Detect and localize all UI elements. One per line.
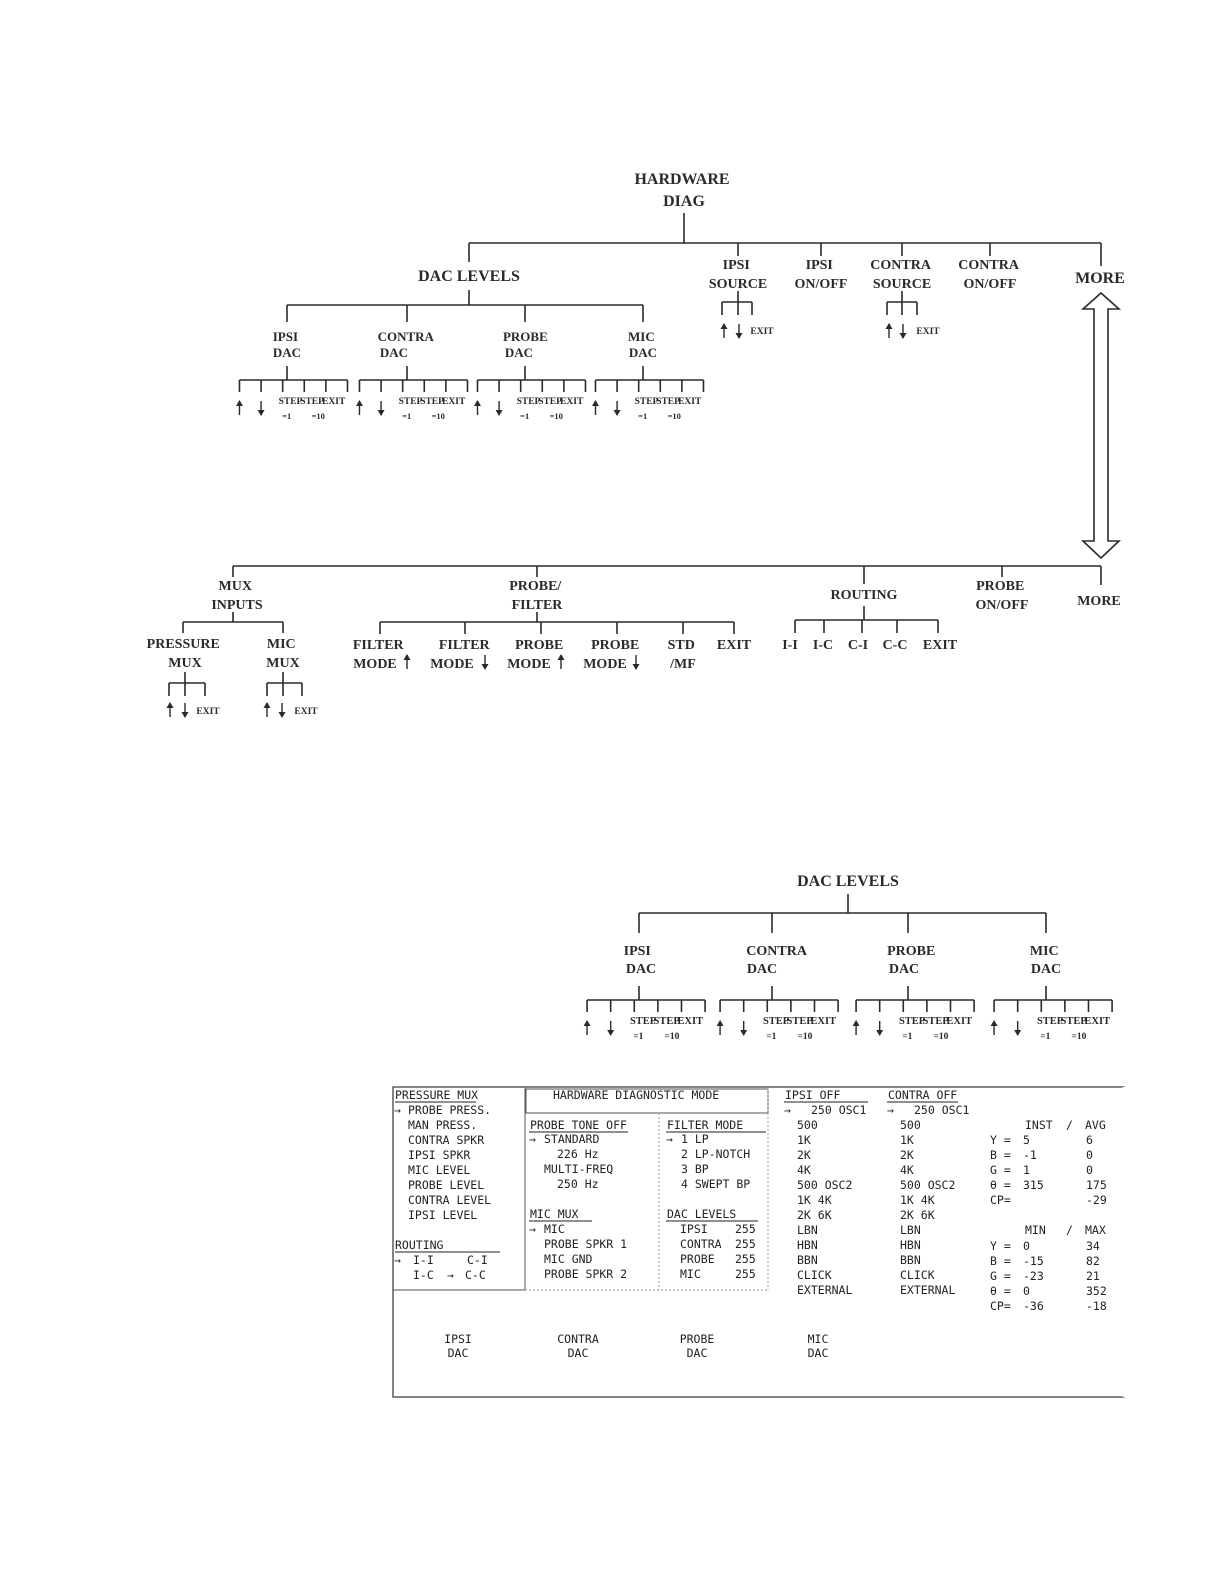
screen-dac-row-label: IPSI xyxy=(680,1222,708,1236)
screen-stats-max: MAX xyxy=(1085,1223,1106,1237)
screen-dac-row-value: 255 xyxy=(735,1252,756,1266)
step-value: =1 xyxy=(282,411,292,421)
screen-stat-value: 315 xyxy=(1023,1178,1044,1192)
step-label: EXIT xyxy=(946,1016,973,1027)
step-label: STEP xyxy=(898,1016,926,1027)
screen-source-item: HBN xyxy=(797,1238,818,1252)
step-label: STEP xyxy=(516,397,541,407)
dac-step-group xyxy=(236,366,348,421)
step-value: =10 xyxy=(667,411,681,421)
up-arrow-icon xyxy=(558,654,565,669)
screen-selected-arrow-icon: → xyxy=(394,1253,401,1267)
screen-softkey-sub: DAC xyxy=(686,1346,708,1360)
screen-stat-value-2: -29 xyxy=(1086,1193,1107,1207)
node-dac-levels-2: DAC LEVELS xyxy=(797,873,899,890)
screen-filter-mode-title: FILTER MODE xyxy=(667,1118,744,1132)
screen-source-item: 4K xyxy=(900,1163,914,1177)
screen-softkey-sub: DAC xyxy=(567,1346,589,1360)
down-arrow-icon xyxy=(607,1021,614,1036)
tree-hardware-diag xyxy=(236,171,1125,558)
screen-source-item: HBN xyxy=(900,1238,921,1252)
screen-pressure-mux-title: PRESSURE MUX xyxy=(395,1088,479,1102)
mic-mux-controls xyxy=(264,672,319,718)
screen-stat-label: Y = xyxy=(990,1133,1011,1147)
screen-softkey-label: IPSI xyxy=(444,1332,472,1346)
screen-source-item: BBN xyxy=(797,1253,818,1267)
step-label: EXIT xyxy=(677,1016,704,1027)
down-arrow-icon xyxy=(736,324,743,339)
dac-step-group xyxy=(584,986,706,1042)
screen-selected-arrow-icon: → xyxy=(529,1222,536,1236)
screen-stat-value: -23 xyxy=(1023,1269,1044,1283)
screen-dac-row-label: MIC xyxy=(680,1267,701,1281)
dac-step-group xyxy=(474,366,585,421)
screen-route-c-c: C-C xyxy=(465,1268,486,1282)
step-label: STEP xyxy=(629,1016,657,1027)
screen-stat-label: G = xyxy=(990,1269,1011,1283)
step-label: EXIT xyxy=(1084,1016,1111,1027)
node-contra-source: CONTRA SOURCE xyxy=(870,258,932,292)
step-label: STEP xyxy=(278,397,303,407)
screen-pressure-mux-item: IPSI SPKR xyxy=(408,1148,471,1162)
node-probe-dac-2: PROBE DAC xyxy=(887,944,936,977)
step-value: =1 xyxy=(1040,1032,1051,1042)
node-probe-mode-up: PROBE MODE xyxy=(507,638,564,672)
screen-probe-tone-standard: STANDARD xyxy=(544,1132,600,1146)
contra-source-controls xyxy=(886,291,941,339)
screen-stat-value-2: 352 xyxy=(1086,1284,1107,1298)
node-dac-levels: DAC LEVELS xyxy=(418,268,520,285)
screen-pressure-mux-item: CONTRA LEVEL xyxy=(408,1193,492,1207)
node-filter-mode-up: FILTER MODE xyxy=(352,638,404,672)
node-probe-mode-down: PROBE MODE xyxy=(583,638,640,672)
screen-source-item: 500 OSC2 xyxy=(797,1178,853,1192)
step-label: STEP xyxy=(1060,1016,1087,1027)
screen-stat-label: θ = xyxy=(990,1284,1011,1298)
screen-stat-value-2: 82 xyxy=(1086,1254,1100,1268)
down-arrow-icon xyxy=(614,401,621,416)
screen-stat-value-2: 0 xyxy=(1086,1163,1093,1177)
step-value: =1 xyxy=(638,411,648,421)
step-label: STEP xyxy=(300,397,324,407)
step-value: =1 xyxy=(766,1032,777,1042)
node-probe-filter: PROBE/ FILTER xyxy=(509,579,563,613)
step-label: EXIT xyxy=(678,397,702,407)
screen-probe-tone-title: PROBE TONE OFF xyxy=(530,1118,627,1132)
dac-step-group xyxy=(592,366,704,421)
tree-dac-levels xyxy=(584,873,1112,1042)
step-label: EXIT xyxy=(560,397,584,407)
exit-label: EXIT xyxy=(294,707,318,717)
screen-stat-value-2: -18 xyxy=(1086,1299,1107,1313)
step-value: =10 xyxy=(311,411,325,421)
down-arrow-icon xyxy=(900,324,907,339)
dac-step-controls-2 xyxy=(584,986,1112,1042)
down-arrow-icon xyxy=(279,703,286,718)
screen-source-item: CLICK xyxy=(900,1268,935,1282)
down-arrow-icon xyxy=(182,703,189,718)
screen-mic-mux-title: MIC MUX xyxy=(530,1207,579,1221)
screen-header: HARDWARE DIAGNOSTIC MODE xyxy=(553,1088,720,1102)
up-arrow-icon xyxy=(584,1020,591,1035)
node-route-c-c: C-C xyxy=(882,638,908,653)
screen-selected-arrow-icon: → xyxy=(447,1268,454,1282)
dac-step-group xyxy=(717,986,839,1042)
step-value: =10 xyxy=(933,1032,949,1042)
up-arrow-icon xyxy=(404,654,411,669)
node-more-1: MORE xyxy=(1075,270,1125,287)
screen-dac-row-value: 255 xyxy=(735,1267,756,1281)
screen-source-item: 500 xyxy=(797,1118,818,1132)
screen-stat-value: 1 xyxy=(1023,1163,1030,1177)
screen-softkey-label: PROBE xyxy=(679,1332,715,1346)
screen-filter-1: 1 LP xyxy=(681,1132,709,1146)
step-label: EXIT xyxy=(322,397,346,407)
screen-filter-4: 4 SWEPT BP xyxy=(681,1177,751,1191)
up-arrow-icon xyxy=(167,702,174,717)
down-arrow-icon xyxy=(633,655,640,670)
step-label: STEP xyxy=(786,1016,813,1027)
node-routing: ROUTING xyxy=(830,588,898,603)
screen-source-item: EXTERNAL xyxy=(797,1283,853,1297)
node-hardware-diag: HARDWARE DIAG xyxy=(634,171,730,210)
screen-stat-label: G = xyxy=(990,1163,1011,1177)
node-pressure-mux: PRESSURE MUX xyxy=(146,637,220,671)
screen-selected-arrow-icon: → xyxy=(784,1103,791,1117)
node-mux-inputs: MUX INPUTS xyxy=(211,579,263,613)
step-value: =10 xyxy=(797,1032,813,1042)
node-probe-onoff: PROBE ON/OFF xyxy=(975,579,1029,613)
screen-source-item: 2K 6K xyxy=(900,1208,935,1222)
screen-stats-slash: / xyxy=(1066,1223,1073,1237)
screen-stat-label: CP= xyxy=(990,1193,1011,1207)
up-arrow-icon xyxy=(592,400,599,415)
node-ipsi-source: IPSI SOURCE xyxy=(708,258,768,292)
step-label: EXIT xyxy=(810,1016,837,1027)
dac-step-group xyxy=(853,986,975,1042)
screen-source-item: 1K 4K xyxy=(900,1193,935,1207)
screen-mic-mux-mic: MIC xyxy=(544,1222,565,1236)
exit-label: EXIT xyxy=(196,707,220,717)
screen-source-item: 2K xyxy=(900,1148,914,1162)
diagnostic-screen xyxy=(393,1087,1124,1397)
step-label: STEP xyxy=(634,397,659,407)
up-arrow-icon xyxy=(991,1020,998,1035)
step-label: STEP xyxy=(656,397,680,407)
screen-softkey-sub: DAC xyxy=(807,1346,829,1360)
down-arrow-icon xyxy=(258,401,265,416)
exit-label: EXIT xyxy=(750,327,774,337)
screen-probe-tone-multifreq: MULTI-FREQ xyxy=(544,1162,614,1176)
up-arrow-icon xyxy=(717,1020,724,1035)
screen-stat-label: Y = xyxy=(990,1239,1011,1253)
node-mic-dac: MIC DAC xyxy=(628,329,658,360)
screen-pressure-mux-item: PROBE LEVEL xyxy=(408,1178,485,1192)
node-mic-mux: MIC MUX xyxy=(266,637,300,671)
step-value: =10 xyxy=(549,411,563,421)
down-arrow-icon xyxy=(482,655,489,670)
screen-stats-inst: INST xyxy=(1025,1118,1053,1132)
screen-source-item: 250 OSC1 xyxy=(811,1103,867,1117)
node-contra-dac-2: CONTRA DAC xyxy=(746,944,807,977)
screen-stats-avg: AVG xyxy=(1085,1118,1106,1132)
step-label: STEP xyxy=(398,397,423,407)
screen-filter-3: 3 BP xyxy=(681,1162,709,1176)
node-ipsi-dac-2: IPSI DAC xyxy=(623,944,657,977)
screen-dac-row-value: 255 xyxy=(735,1237,756,1251)
screen-pressure-mux-item: MAN PRESS. xyxy=(408,1118,478,1132)
step-label: STEP xyxy=(762,1016,790,1027)
screen-source-item: 4K xyxy=(797,1163,811,1177)
screen-stat-value: -36 xyxy=(1023,1299,1044,1313)
screen-pressure-mux-item: IPSI LEVEL xyxy=(408,1208,478,1222)
screen-stat-value: 0 xyxy=(1023,1239,1030,1253)
screen-source-item: LBN xyxy=(797,1223,818,1237)
screen-pressure-mux-item: CONTRA SPKR xyxy=(408,1133,485,1147)
screen-route-c-i: C-I xyxy=(467,1253,488,1267)
screen-stat-value-2: 0 xyxy=(1086,1148,1093,1162)
up-arrow-icon xyxy=(853,1020,860,1035)
node-probe-dac: PROBE DAC xyxy=(502,329,548,360)
screen-stat-label: CP= xyxy=(990,1299,1011,1313)
node-ipsi-dac: IPSI DAC xyxy=(272,329,302,360)
screen-stat-value: -15 xyxy=(1023,1254,1044,1268)
screen-contra-title: CONTRA OFF xyxy=(888,1088,958,1102)
screen-mic-mux-probe-spkr-2: PROBE SPKR 2 xyxy=(544,1267,628,1281)
screen-stat-value: 0 xyxy=(1023,1284,1030,1298)
screen-stat-value-2: 175 xyxy=(1086,1178,1107,1192)
step-value: =1 xyxy=(402,411,412,421)
screen-stat-label: B = xyxy=(990,1148,1011,1162)
node-std-mf: STD /MF xyxy=(667,638,696,672)
up-arrow-icon xyxy=(721,323,728,338)
step-label: STEP xyxy=(922,1016,949,1027)
screen-selected-arrow-icon: → xyxy=(529,1132,536,1146)
screen-source-item: LBN xyxy=(900,1223,921,1237)
screen-stats-slash: / xyxy=(1066,1118,1073,1132)
down-arrow-icon xyxy=(740,1021,747,1036)
node-route-i-c: I-C xyxy=(812,638,834,653)
screen-source-item: CLICK xyxy=(797,1268,832,1282)
screen-route-i-i: I-I xyxy=(413,1253,434,1267)
screen-source-item: 250 OSC1 xyxy=(914,1103,970,1117)
pressure-mux-controls xyxy=(167,672,221,718)
dac-step-group xyxy=(356,366,468,421)
down-arrow-icon xyxy=(1014,1021,1021,1036)
tree-more xyxy=(147,566,1121,718)
screen-source-item: 500 xyxy=(900,1118,921,1132)
screen-dac-row-label: PROBE xyxy=(680,1252,715,1266)
screen-source-item: 1K xyxy=(900,1133,914,1147)
screen-dac-row-value: 255 xyxy=(735,1222,756,1236)
screen-dac-row-label: CONTRA xyxy=(680,1237,722,1251)
down-arrow-icon xyxy=(876,1021,883,1036)
up-arrow-icon xyxy=(886,323,893,338)
screen-route-i-c: I-C xyxy=(413,1268,434,1282)
node-contra-onoff: CONTRA ON/OFF xyxy=(958,258,1019,292)
step-label: STEP xyxy=(538,397,562,407)
step-label: STEP xyxy=(1036,1016,1064,1027)
screen-mic-mux-mic-gnd: MIC GND xyxy=(544,1252,593,1266)
screen-probe-tone-250: 250 Hz xyxy=(557,1177,599,1191)
screen-softkey-label: CONTRA xyxy=(557,1332,599,1346)
up-arrow-icon xyxy=(474,400,481,415)
screen-source-item: 2K 6K xyxy=(797,1208,832,1222)
screen-stat-value: 5 xyxy=(1023,1133,1030,1147)
screen-stat-value-2: 6 xyxy=(1086,1133,1093,1147)
screen-stats-min: MIN xyxy=(1025,1223,1046,1237)
step-value: =1 xyxy=(520,411,530,421)
screen-ipsi-title: IPSI OFF xyxy=(785,1088,841,1102)
node-ipsi-onoff: IPSI ON/OFF xyxy=(794,258,848,292)
ipsi-source-controls xyxy=(721,291,775,339)
screen-source-item: 2K xyxy=(797,1148,811,1162)
screen-selected-arrow-icon: → xyxy=(666,1132,673,1146)
screen-pressure-mux-item: MIC LEVEL xyxy=(408,1163,471,1177)
more-double-arrow-icon xyxy=(1083,293,1119,558)
screen-mic-mux-probe-spkr-1: PROBE SPKR 1 xyxy=(544,1237,628,1251)
step-value: =10 xyxy=(431,411,445,421)
screen-stat-label: B = xyxy=(990,1254,1011,1268)
node-route-exit: EXIT xyxy=(922,638,958,653)
screen-probe-tone-226: 226 Hz xyxy=(557,1147,599,1161)
screen-source-item: BBN xyxy=(900,1253,921,1267)
screen-softkey-label: MIC xyxy=(807,1332,829,1346)
screen-source-item: 500 OSC2 xyxy=(900,1178,956,1192)
screen-source-item: 1K xyxy=(797,1133,811,1147)
up-arrow-icon xyxy=(264,702,271,717)
node-filter-mode-down: FILTER MODE xyxy=(430,638,490,672)
dac-step-controls xyxy=(236,366,704,421)
screen-stat-value-2: 21 xyxy=(1086,1269,1100,1283)
screen-pressure-mux-item: PROBE PRESS. xyxy=(408,1103,492,1117)
screen-stat-value-2: 34 xyxy=(1086,1239,1100,1253)
screen-stat-value: -1 xyxy=(1023,1148,1037,1162)
screen-dac-levels-title: DAC LEVELS xyxy=(667,1207,737,1221)
node-filter-exit: EXIT xyxy=(716,638,752,653)
up-arrow-icon xyxy=(356,400,363,415)
down-arrow-icon xyxy=(378,401,385,416)
screen-softkey-sub: DAC xyxy=(447,1346,469,1360)
screen-source-item: 1K 4K xyxy=(797,1193,832,1207)
up-arrow-icon xyxy=(236,400,243,415)
screen-selected-arrow-icon: → xyxy=(394,1103,401,1117)
exit-label: EXIT xyxy=(916,327,940,337)
node-contra-dac: CONTRA DAC xyxy=(377,329,434,360)
screen-selected-arrow-icon: → xyxy=(887,1103,894,1117)
step-label: EXIT xyxy=(442,397,466,407)
dac-step-group xyxy=(991,986,1112,1042)
node-route-i-i: I-I xyxy=(782,638,798,653)
step-label: STEP xyxy=(420,397,444,407)
node-mic-dac-2: MIC DAC xyxy=(1029,944,1062,977)
node-more-2: MORE xyxy=(1077,594,1121,609)
screen-stat-label: θ = xyxy=(990,1178,1011,1192)
step-value: =1 xyxy=(902,1032,913,1042)
step-value: =10 xyxy=(1071,1032,1087,1042)
step-label: STEP xyxy=(653,1016,680,1027)
screen-routing-title: ROUTING xyxy=(395,1238,444,1252)
step-value: =1 xyxy=(633,1032,644,1042)
node-route-c-i: C-I xyxy=(847,638,869,653)
down-arrow-icon xyxy=(496,401,503,416)
screen-filter-2: 2 LP-NOTCH xyxy=(681,1147,751,1161)
screen-source-item: EXTERNAL xyxy=(900,1283,956,1297)
step-value: =10 xyxy=(664,1032,680,1042)
